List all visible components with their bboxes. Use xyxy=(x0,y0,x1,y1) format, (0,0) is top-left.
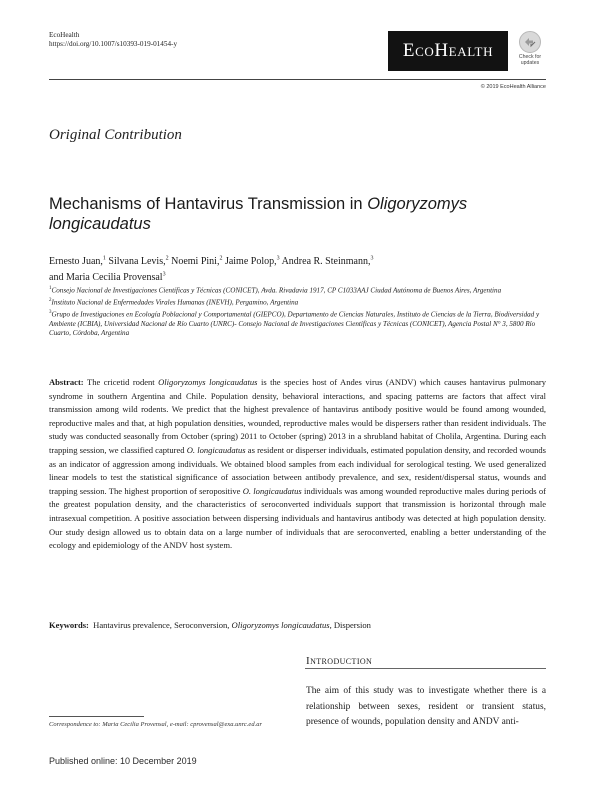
abstract: Abstract: The cricetid rodent Oligoryzomys longicaudatus is the species host of Andes virus (ANDV) which causes hantavirus pulmonary syndrome in southern Argentina and Chile. Population density, behavioral interactions, and spacing patterns are factors that affect viral transmission among wild rodents. We predict that the highest prevalence of hantavirus antibody positive would be found among wounded, reproductive males and that, at high population densities, wounded, reproductive males would be dispersers rather than resident individuals. The study was conducted seasonally from October (spring) 2011 to October (spring) 2013 in a shrubland habitat of Cholila, Argentina. During each trapping session, we classified captured O. longicaudatus as resident or disperser individuals, estimated population density, and recorded wounds as an indicator of aggression among individuals. We obtained blood samples from each individual for serological testing. We used generalized linear models to test the statistical significance of association between antibody prevalence, and sex, resident/dispersal status, wounds and trapping session. The highest proportion of seropositive O. longicaudatus individuals was among wounded reproductive males during periods of the greatest population density, and the characteristics of seroconverted individuals support that transmission is horizontal through male intrasexual competition. A positive association between dispersing individuals and hantavirus antibody was detected at high population density. Our study design allowed us to obtain data on a large number of individuals that are seroconverted, enabling a better understanding of the ecology and epidemiology of the ANDV host system. xyxy=(49,377,546,551)
check-updates-label: Check for updates xyxy=(518,54,542,66)
introduction-heading: Introduction xyxy=(306,655,373,667)
header-divider xyxy=(49,79,546,80)
title-main: Mechanisms of Hantavirus Transmission in xyxy=(49,195,368,213)
journal-header xyxy=(49,31,177,49)
logo-text: EcoHealth xyxy=(402,40,494,61)
affiliation: $^1$Consejo Nacional de Investigaciones Científicas y Técnicas (CONICET), Avda. Rivadavia 1917, CP C1033AAJ Ciudad Autónoma de Buenos Aires, Argentina xyxy=(49,286,502,295)
keywords: Keywords: Hantavirus prevalence, Seroconversion, Oligoryzomys longicaudatus, Dispersion xyxy=(49,620,371,630)
copyright-notice: © 2019 EcoHealth Alliance xyxy=(480,84,546,90)
check-for-updates-badge[interactable] xyxy=(514,31,546,71)
author[interactable]: Andrea R. Steinmann,$^3$ xyxy=(279,256,374,268)
affiliation: $^3$Grupo de Investigaciones en Ecología Poblacional y Comportamental (GIEPCO), Departamento de Ciencias Naturales, Instituto de Ciencias de la Tierra, Biodiversidad y Ambiente (ICBIA), Universidad Nacional de Río Cuarto (UNRC)- Consejo Nacional de Investigaciones Científicas y Técnicas (CONICET), Agencia Postal N° 3, 5800 Río Cuarto, Córdoba, Argentina xyxy=(49,309,540,338)
author[interactable]: and Maria Cecilia Provensal$^3$ xyxy=(49,271,166,284)
author[interactable]: Jaime Polop,$^3$ xyxy=(222,256,280,268)
author-list xyxy=(49,253,469,285)
author[interactable]: Silvana Levis,$^2$ xyxy=(105,256,169,268)
article-title xyxy=(49,194,519,234)
affiliation: $^2$Instituto Nacional de Enfermedades Virales Humanas (INEVH), Pergamino, Argentina xyxy=(49,297,299,307)
title-species: Oligoryzomys longicaudatus xyxy=(49,195,468,233)
introduction-text: The aim of this study was to investigate whether there is a relationship between sexes, resident or transient status, presence of wounds, population density and ANDV anti- xyxy=(306,686,546,727)
correspondence-note: Correspondence to: Maria Cecilia Provensal, e-mail: cprovensal@exa.unrc.ed.ar xyxy=(49,721,262,728)
introduction-divider xyxy=(305,668,546,669)
check-updates-icon xyxy=(519,31,541,53)
keywords-label: Keywords: xyxy=(49,620,89,630)
published-date: Published online: 10 December 2019 xyxy=(49,756,197,766)
author[interactable]: Ernesto Juan,$^1$ xyxy=(49,256,106,268)
doi-link[interactable]: https://doi.org/10.1007/s10393-019-01454-y xyxy=(49,40,178,48)
section-label: Original Contribution xyxy=(49,127,182,143)
abstract-label: Abstract: xyxy=(49,377,84,387)
author[interactable]: Noemi Pini,$^2$ xyxy=(168,256,223,268)
journal-logo[interactable] xyxy=(388,31,508,71)
footnote-divider xyxy=(49,716,144,717)
journal-name: EcoHealth xyxy=(49,31,80,39)
affiliation-list xyxy=(49,284,546,339)
